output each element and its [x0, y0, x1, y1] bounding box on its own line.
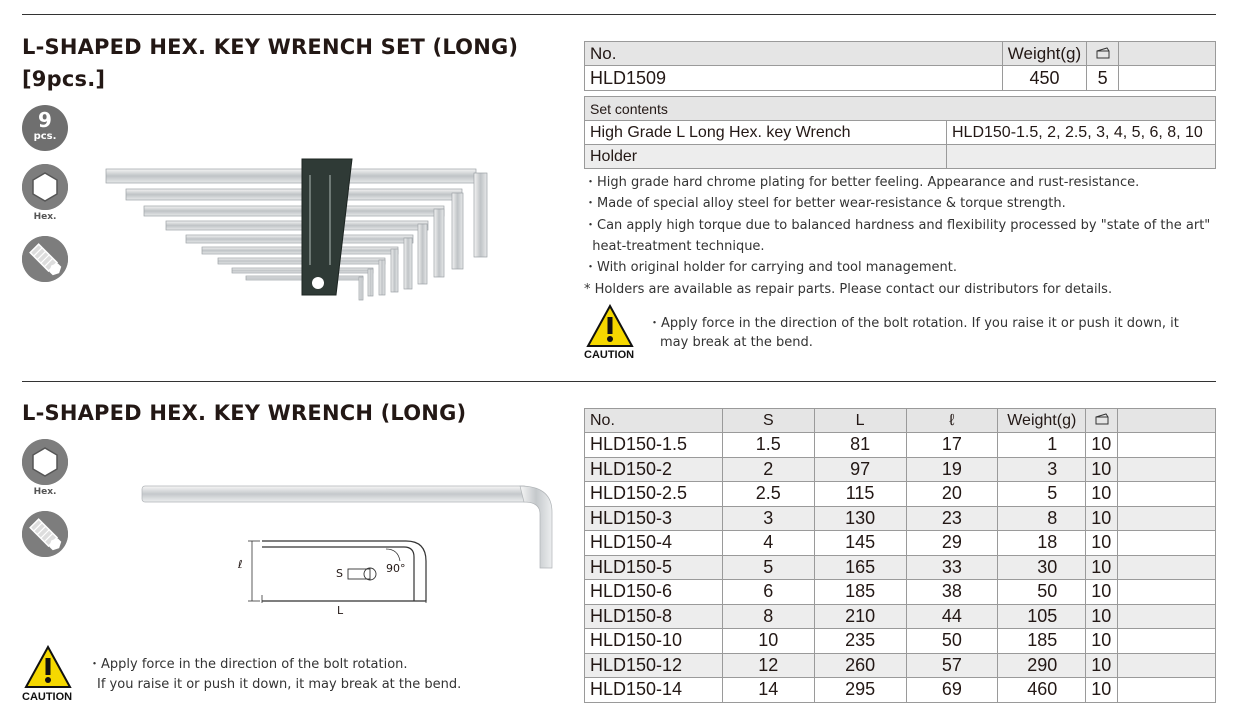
cell-L: 97: [814, 457, 906, 482]
cell-L: 165: [814, 555, 906, 580]
contents-item: Holder: [585, 145, 947, 169]
feature-text: ・With original holder for carrying and tool management.: [584, 260, 957, 275]
cell-L: 81: [814, 433, 906, 458]
dim-L: L: [337, 604, 344, 617]
cell-no: HLD150-6: [585, 580, 723, 605]
feature-text: heat-treatment technique.: [584, 239, 765, 254]
set-subtitle: [9pcs.]: [22, 67, 106, 91]
wrench-set-image: [104, 155, 504, 305]
cell-no: HLD150-2.5: [585, 482, 723, 507]
table-row: [585, 457, 1216, 482]
set-contents-table: [584, 96, 1216, 169]
cell-weight: 18: [998, 531, 1086, 556]
cell-empty: [1118, 678, 1216, 703]
cell-s: 3: [722, 506, 814, 531]
header-L: L: [814, 409, 906, 433]
cell-L: 145: [814, 531, 906, 556]
cell-s: 5: [722, 555, 814, 580]
table-row: [585, 482, 1216, 507]
cell-no: HLD150-2: [585, 457, 723, 482]
pcs-badge: [22, 105, 68, 151]
cell-L: 210: [814, 604, 906, 629]
caution-label: CAUTION: [22, 691, 73, 703]
set-row-no: HLD1509: [585, 66, 1003, 91]
cell-pack: 10: [1086, 506, 1118, 531]
set-header-weight: Weight(g): [1002, 42, 1086, 66]
cell-L: 235: [814, 629, 906, 654]
cell-pack: 10: [1086, 433, 1118, 458]
table-row: [585, 653, 1216, 678]
cell-empty: [1118, 580, 1216, 605]
cell-weight: 105: [998, 604, 1086, 629]
hex-icon: [22, 439, 68, 485]
cell-empty: [1118, 433, 1216, 458]
cell-l: 69: [906, 678, 998, 703]
cell-no: HLD150-3: [585, 506, 723, 531]
header-s: S: [722, 409, 814, 433]
cell-l: 29: [906, 531, 998, 556]
caution-text: may break at the bend.: [660, 335, 813, 350]
set-header-no: No.: [585, 42, 1003, 66]
contents-item: High Grade L Long Hex. key Wrench: [585, 121, 947, 145]
cell-s: 8: [722, 604, 814, 629]
cell-no: HLD150-5: [585, 555, 723, 580]
cell-s: 6: [722, 580, 814, 605]
cell-pack: 10: [1086, 482, 1118, 507]
cell-l: 33: [906, 555, 998, 580]
cell-weight: 3: [998, 457, 1086, 482]
top-divider: [22, 14, 1216, 15]
package-icon: [1087, 42, 1119, 66]
cell-pack: 10: [1086, 629, 1118, 654]
cell-L: 260: [814, 653, 906, 678]
cell-no: HLD150-14: [585, 678, 723, 703]
table-row: [585, 580, 1216, 605]
cell-l: 17: [906, 433, 998, 458]
cell-no: HLD150-12: [585, 653, 723, 678]
cell-empty: [1118, 604, 1216, 629]
hex-label: Hex.: [33, 487, 57, 497]
cell-weight: 30: [998, 555, 1086, 580]
feature-text: ・High grade hard chrome plating for better feeling. Appearance and rust-resistance.: [584, 175, 1140, 190]
pcs-badge-unit: pcs.: [33, 131, 57, 142]
cell-l: 38: [906, 580, 998, 605]
cell-no: HLD150-10: [585, 629, 723, 654]
table-row: [585, 604, 1216, 629]
cell-l: 44: [906, 604, 998, 629]
cell-L: 185: [814, 580, 906, 605]
cell-l: 19: [906, 457, 998, 482]
table-row: [585, 629, 1216, 654]
cell-no: HLD150-8: [585, 604, 723, 629]
cell-l: 23: [906, 506, 998, 531]
cell-s: 4: [722, 531, 814, 556]
header-weight: Weight(g): [998, 409, 1086, 433]
set-table: [584, 41, 1216, 91]
cell-s: 14: [722, 678, 814, 703]
single-title: L-SHAPED HEX. KEY WRENCH (LONG): [22, 401, 467, 425]
cell-L: 115: [814, 482, 906, 507]
set-contents-label: Set contents: [585, 97, 1216, 121]
cell-empty: [1118, 629, 1216, 654]
cell-weight: 50: [998, 580, 1086, 605]
cell-pack: 10: [1086, 531, 1118, 556]
cell-no: HLD150-4: [585, 531, 723, 556]
package-icon: [1086, 409, 1118, 433]
cell-l: 57: [906, 653, 998, 678]
table-row: [585, 555, 1216, 580]
dimension-diagram: [236, 535, 432, 615]
cell-weight: 1: [998, 433, 1086, 458]
cell-s: 10: [722, 629, 814, 654]
cell-weight: 5: [998, 482, 1086, 507]
cell-empty: [1118, 482, 1216, 507]
section-divider: [22, 381, 1216, 382]
set-title: L-SHAPED HEX. KEY WRENCH SET (LONG): [22, 35, 519, 59]
hex-icon: [22, 164, 68, 210]
cell-s: 12: [722, 653, 814, 678]
feature-note: * Holders are available as repair parts. Please contact our distributors for details.: [584, 282, 1113, 297]
cell-L: 130: [814, 506, 906, 531]
cell-weight: 8: [998, 506, 1086, 531]
cell-empty: [1118, 531, 1216, 556]
contents-spec: HLD150-1.5, 2, 2.5, 3, 4, 5, 6, 8, 10: [947, 121, 1216, 145]
cell-s: 2.5: [722, 482, 814, 507]
set-row-pack: 5: [1087, 66, 1119, 91]
cell-empty: [1118, 457, 1216, 482]
caution-label: CAUTION: [584, 349, 635, 361]
set-row-weight: 450: [1002, 66, 1086, 91]
single-table: [584, 408, 1216, 703]
cell-s: 1.5: [722, 433, 814, 458]
hex-bolt-icon: [22, 236, 68, 282]
cell-empty: [1118, 555, 1216, 580]
cell-pack: 10: [1086, 555, 1118, 580]
cell-weight: 290: [998, 653, 1086, 678]
cell-pack: 10: [1086, 580, 1118, 605]
dim-s: S: [336, 567, 343, 580]
table-row: [585, 531, 1216, 556]
cell-s: 2: [722, 457, 814, 482]
pcs-badge-number: 9: [38, 108, 52, 132]
dim-angle: 90°: [386, 562, 406, 575]
hex-bolt-icon: [22, 511, 68, 557]
cell-weight: 185: [998, 629, 1086, 654]
cell-weight: 460: [998, 678, 1086, 703]
table-row: [585, 678, 1216, 703]
cell-pack: 10: [1086, 457, 1118, 482]
cell-pack: 10: [1086, 604, 1118, 629]
caution-text: ・Apply force in the direction of the bolt rotation. If you raise it or push it down, it: [648, 316, 1179, 331]
cell-l: 50: [906, 629, 998, 654]
hex-label: Hex.: [33, 212, 57, 222]
caution-icon: [586, 304, 634, 348]
header-no: No.: [585, 409, 723, 433]
header-l: ℓ: [906, 409, 998, 433]
table-row: [585, 433, 1216, 458]
feature-text: ・Made of special alloy steel for better wear-resistance & torque strength.: [584, 196, 1066, 211]
cell-no: HLD150-1.5: [585, 433, 723, 458]
cell-empty: [1118, 653, 1216, 678]
cell-l: 20: [906, 482, 998, 507]
cell-L: 295: [814, 678, 906, 703]
table-row: [585, 506, 1216, 531]
contents-spec: [947, 145, 1216, 169]
cell-pack: 10: [1086, 653, 1118, 678]
dim-l-small: ℓ: [238, 558, 243, 571]
caution-text: ・Apply force in the direction of the bolt rotation.: [88, 657, 408, 672]
cell-pack: 10: [1086, 678, 1118, 703]
caution-icon: [24, 645, 72, 689]
cell-empty: [1118, 506, 1216, 531]
caution-text: If you raise it or push it down, it may break at the bend.: [97, 677, 462, 692]
feature-text: ・Can apply high torque due to balanced hardness and flexibility processed by "state of the art": [584, 218, 1211, 233]
